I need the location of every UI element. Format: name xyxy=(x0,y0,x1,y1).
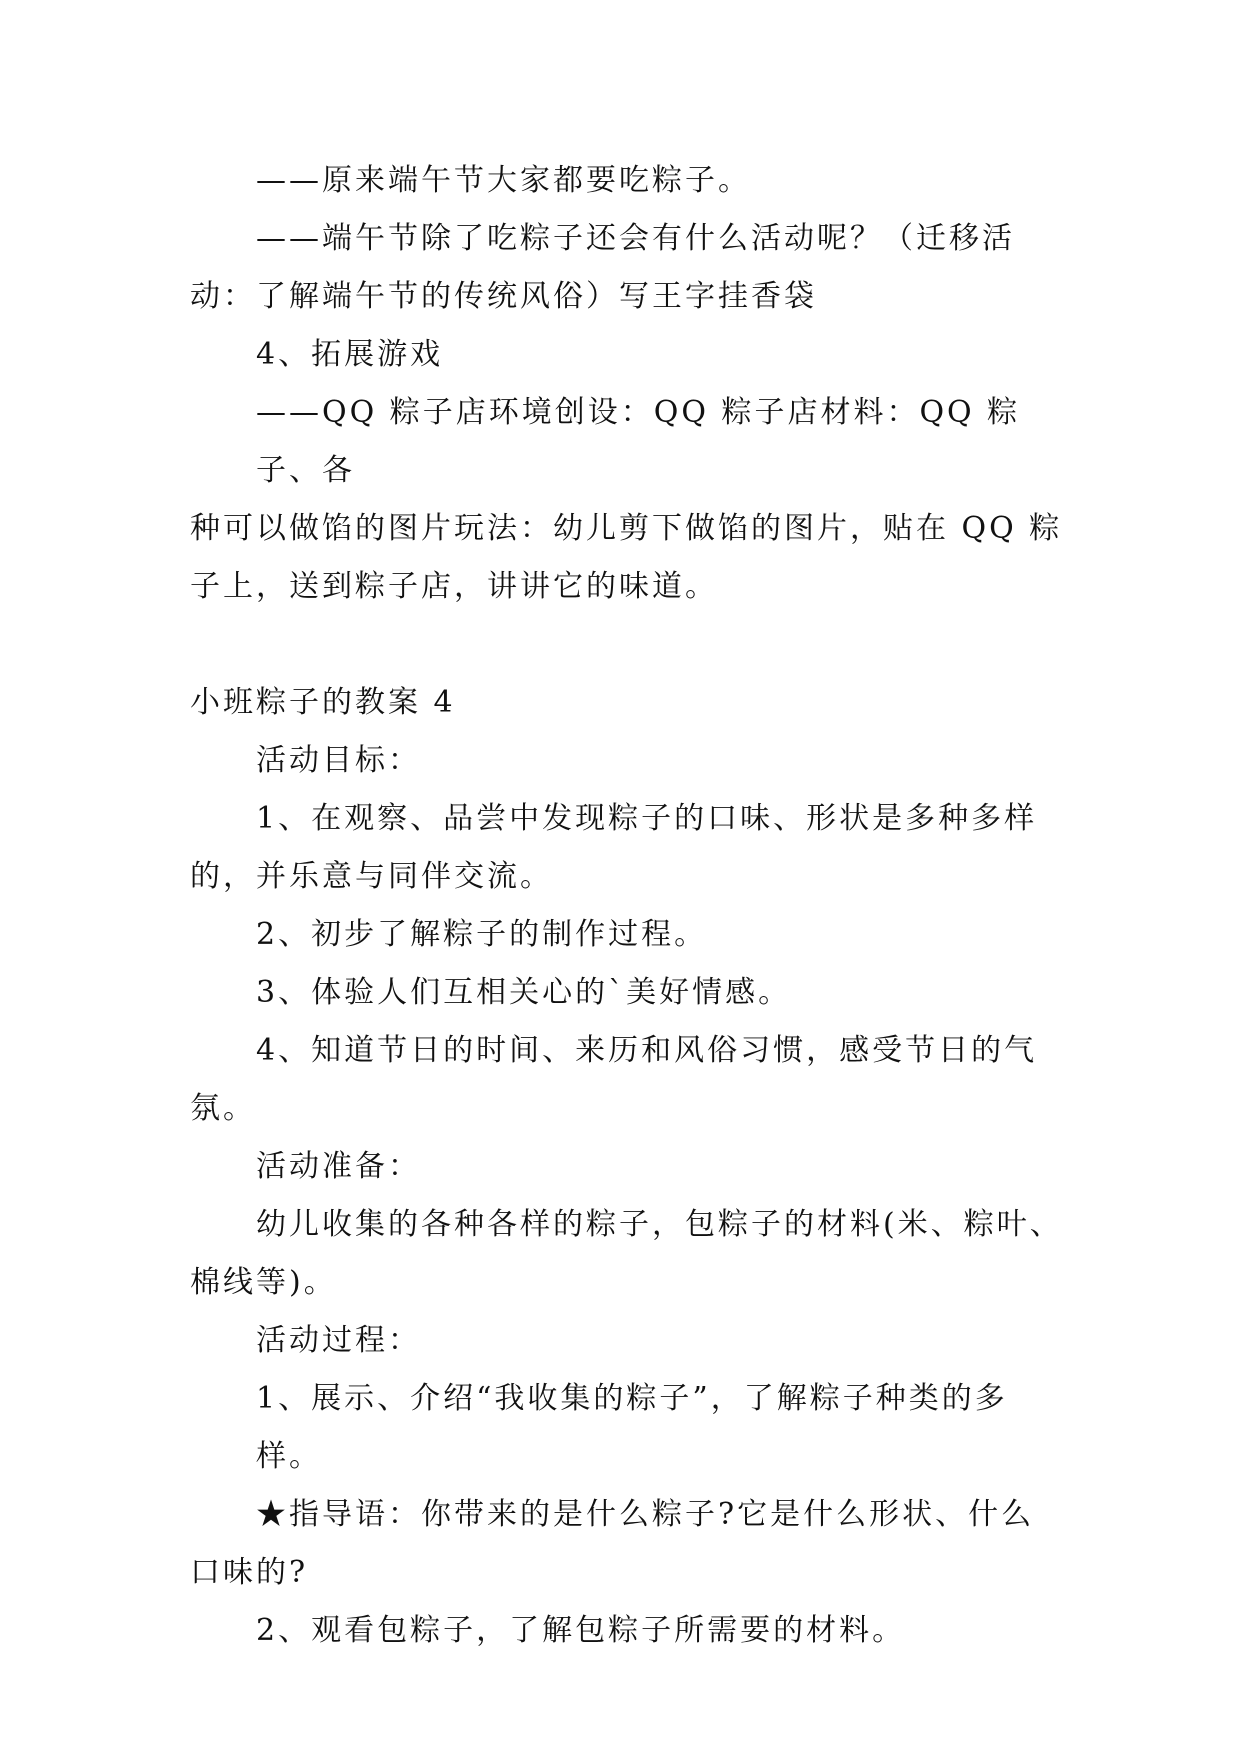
section-line: 活动过程： xyxy=(256,1323,421,1358)
paragraph-line: ——原来端午节大家都要吃粽子。 xyxy=(256,163,751,198)
section-line: 3、体验人们互相关心的`美好情感。 xyxy=(256,975,792,1010)
section-line: ★指导语：你带来的是什么粽子?它是什么形状、什么 xyxy=(256,1497,1035,1532)
section-line: 1、在观察、品尝中发现粽子的口味、形状是多种多样 xyxy=(256,801,1038,836)
paragraph-line: 子上，送到粽子店，讲讲它的味道。 xyxy=(190,569,718,604)
section-line: 活动目标： xyxy=(256,743,421,778)
section-line: 2、初步了解粽子的制作过程。 xyxy=(256,917,708,952)
section-line: 4、知道节日的时间、来历和风俗习惯，感受节日的气 xyxy=(256,1033,1038,1068)
section-line: 幼儿收集的各种各样的粽子，包粽子的材料(米、粽叶、 xyxy=(256,1207,1063,1242)
section-title: 小班粽子的教案 4 xyxy=(190,685,456,720)
section-line: 的，并乐意与同伴交流。 xyxy=(190,859,553,894)
document-body xyxy=(190,152,1070,1660)
paragraph-line: ——端午节除了吃粽子还会有什么活动呢？（迁移活 xyxy=(256,221,1015,256)
paragraph-line: 种可以做馅的图片玩法：幼儿剪下做馅的图片，贴在 QQ 粽 xyxy=(190,511,1063,546)
section-line: 氛。 xyxy=(190,1091,256,1126)
section-line: 活动准备： xyxy=(256,1149,421,1184)
section-line: 棉线等)。 xyxy=(190,1265,337,1300)
paragraph-line: 动：了解端午节的传统风俗）写王字挂香袋 xyxy=(190,279,817,314)
section-line: 2、观看包粽子，了解包粽子所需要的材料。 xyxy=(256,1613,906,1648)
paragraph-line: ——QQ 粽子店环境创设：QQ 粽子店材料：QQ 粽子、各 xyxy=(256,395,1021,488)
section-line: 1、展示、介绍“我收集的粽子”，了解粽子种类的多样。 xyxy=(256,1381,1008,1474)
paragraph-line: 4、拓展游戏 xyxy=(256,337,444,372)
section-line: 口味的? xyxy=(190,1555,309,1590)
